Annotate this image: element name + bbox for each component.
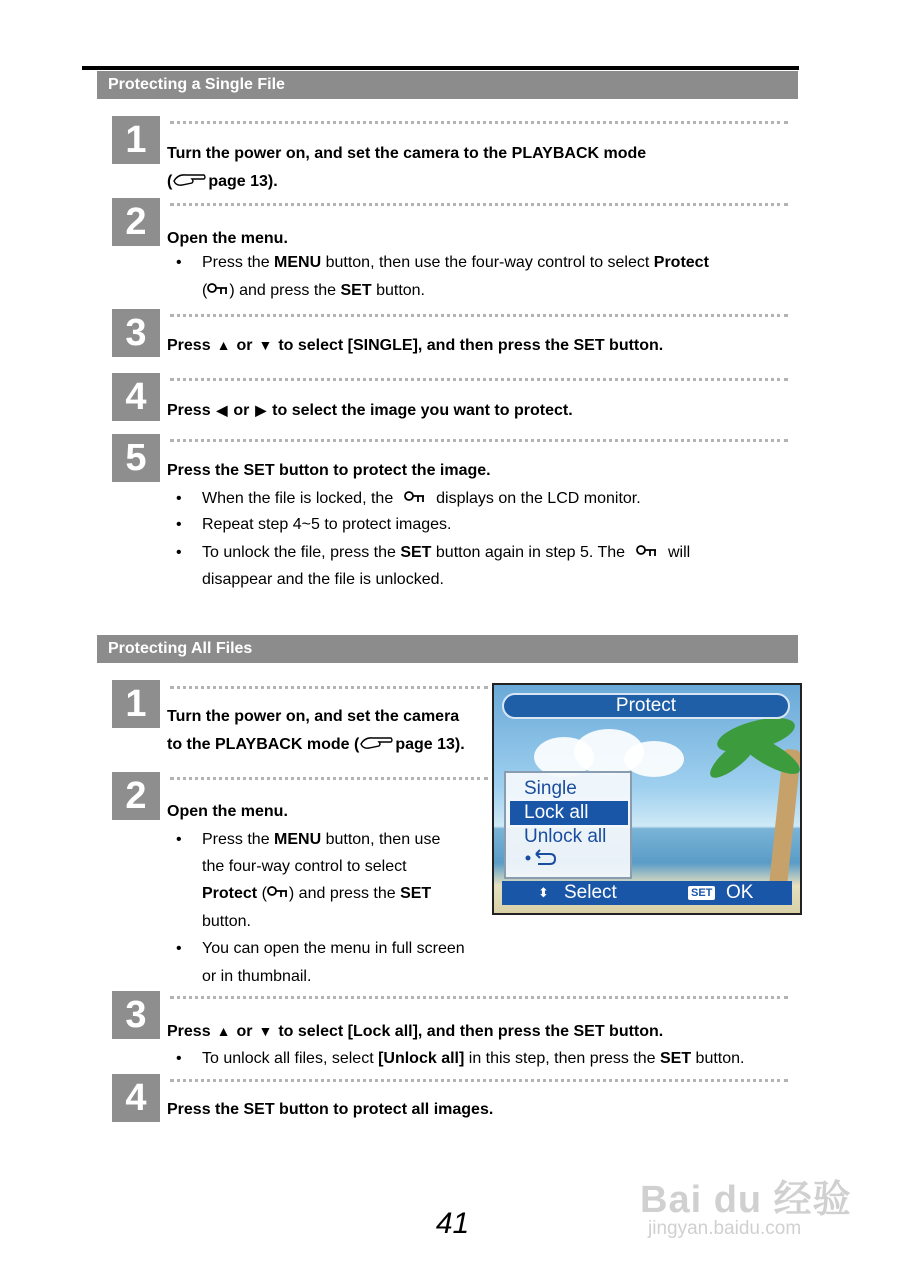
dotted-divider [170, 439, 788, 442]
step-title: Open the menu. [167, 803, 288, 820]
camera-lcd-screenshot [492, 683, 802, 915]
dotted-divider [170, 777, 488, 780]
up-arrow-icon: ▲ [216, 337, 231, 353]
step-number: 5 [112, 434, 160, 482]
dotted-divider [170, 378, 788, 381]
section-header-all: Protecting All Files [97, 635, 798, 663]
top-rule [82, 66, 799, 70]
step-title: Open the menu. [167, 230, 288, 247]
set-badge: SET [688, 886, 715, 900]
menu-item-single[interactable]: Single [524, 778, 577, 799]
screen-footer [502, 881, 792, 905]
right-arrow-icon: ▶ [255, 402, 267, 418]
step-number: 4 [112, 373, 160, 421]
baidu-watermark-url: jingyan.baidu.com [648, 1218, 802, 1239]
step-title: Press ▲ or ▼ to select [Lock all], and then press the SET button. [167, 1017, 663, 1046]
section-header-single: Protecting a Single File [97, 71, 798, 99]
step-number: 2 [112, 198, 160, 246]
step-title: Press ▲ or ▼ to select [SINGLE], and then press the SET button. [167, 331, 663, 360]
dotted-divider [170, 203, 788, 206]
step-number: 2 [112, 772, 160, 820]
page-reference-hand-icon [359, 734, 395, 752]
step-title: Press ◀ or ▶ to select the image you want to protect. [167, 396, 573, 425]
back-arrow-icon [524, 849, 558, 867]
step-title: Press the SET button to protect the image. [167, 462, 491, 479]
step-number: 3 [112, 991, 160, 1039]
step-title-cont: to the PLAYBACK mode ( page 13). [167, 736, 465, 753]
left-arrow-icon: ◀ [216, 402, 228, 418]
dotted-divider [170, 1079, 788, 1082]
dotted-divider [170, 996, 788, 999]
down-arrow-icon: ▼ [258, 337, 273, 353]
step-number: 4 [112, 1074, 160, 1122]
footer-ok-label: OK [726, 882, 754, 903]
cloud-shape [624, 741, 684, 777]
screen-title: Protect [502, 693, 790, 719]
up-arrow-icon: ▲ [216, 1023, 231, 1039]
baidu-watermark: Bai du 经验 [640, 1179, 852, 1221]
protect-key-icon [267, 885, 289, 899]
step-number: 1 [112, 116, 160, 164]
menu-item-lock-all[interactable]: Lock all [510, 801, 628, 825]
dotted-divider [170, 314, 788, 317]
step-title: Turn the power on, and set the camera to the PLAYBACK mode [167, 145, 647, 162]
dotted-divider [170, 121, 788, 124]
down-arrow-icon: ▼ [258, 1023, 273, 1039]
protect-key-icon [636, 544, 658, 558]
step-title: Press the SET button to protect all images. [167, 1101, 494, 1118]
page-number: 41 [435, 1207, 470, 1240]
footer-select-label: Select [564, 882, 617, 903]
step-title-cont: ( page 13). [167, 173, 278, 190]
menu-item-unlock-all[interactable]: Unlock all [524, 826, 607, 847]
protect-menu [504, 771, 632, 879]
step-title: Turn the power on, and set the camera [167, 708, 460, 725]
page-reference-hand-icon [172, 171, 208, 189]
step-number: 1 [112, 680, 160, 728]
menu-item-back[interactable] [510, 849, 628, 873]
dotted-divider [170, 686, 488, 689]
protect-key-icon [404, 490, 426, 504]
step-number: 3 [112, 309, 160, 357]
up-down-icon: ⬍ [538, 885, 549, 900]
protect-key-icon [207, 282, 229, 296]
